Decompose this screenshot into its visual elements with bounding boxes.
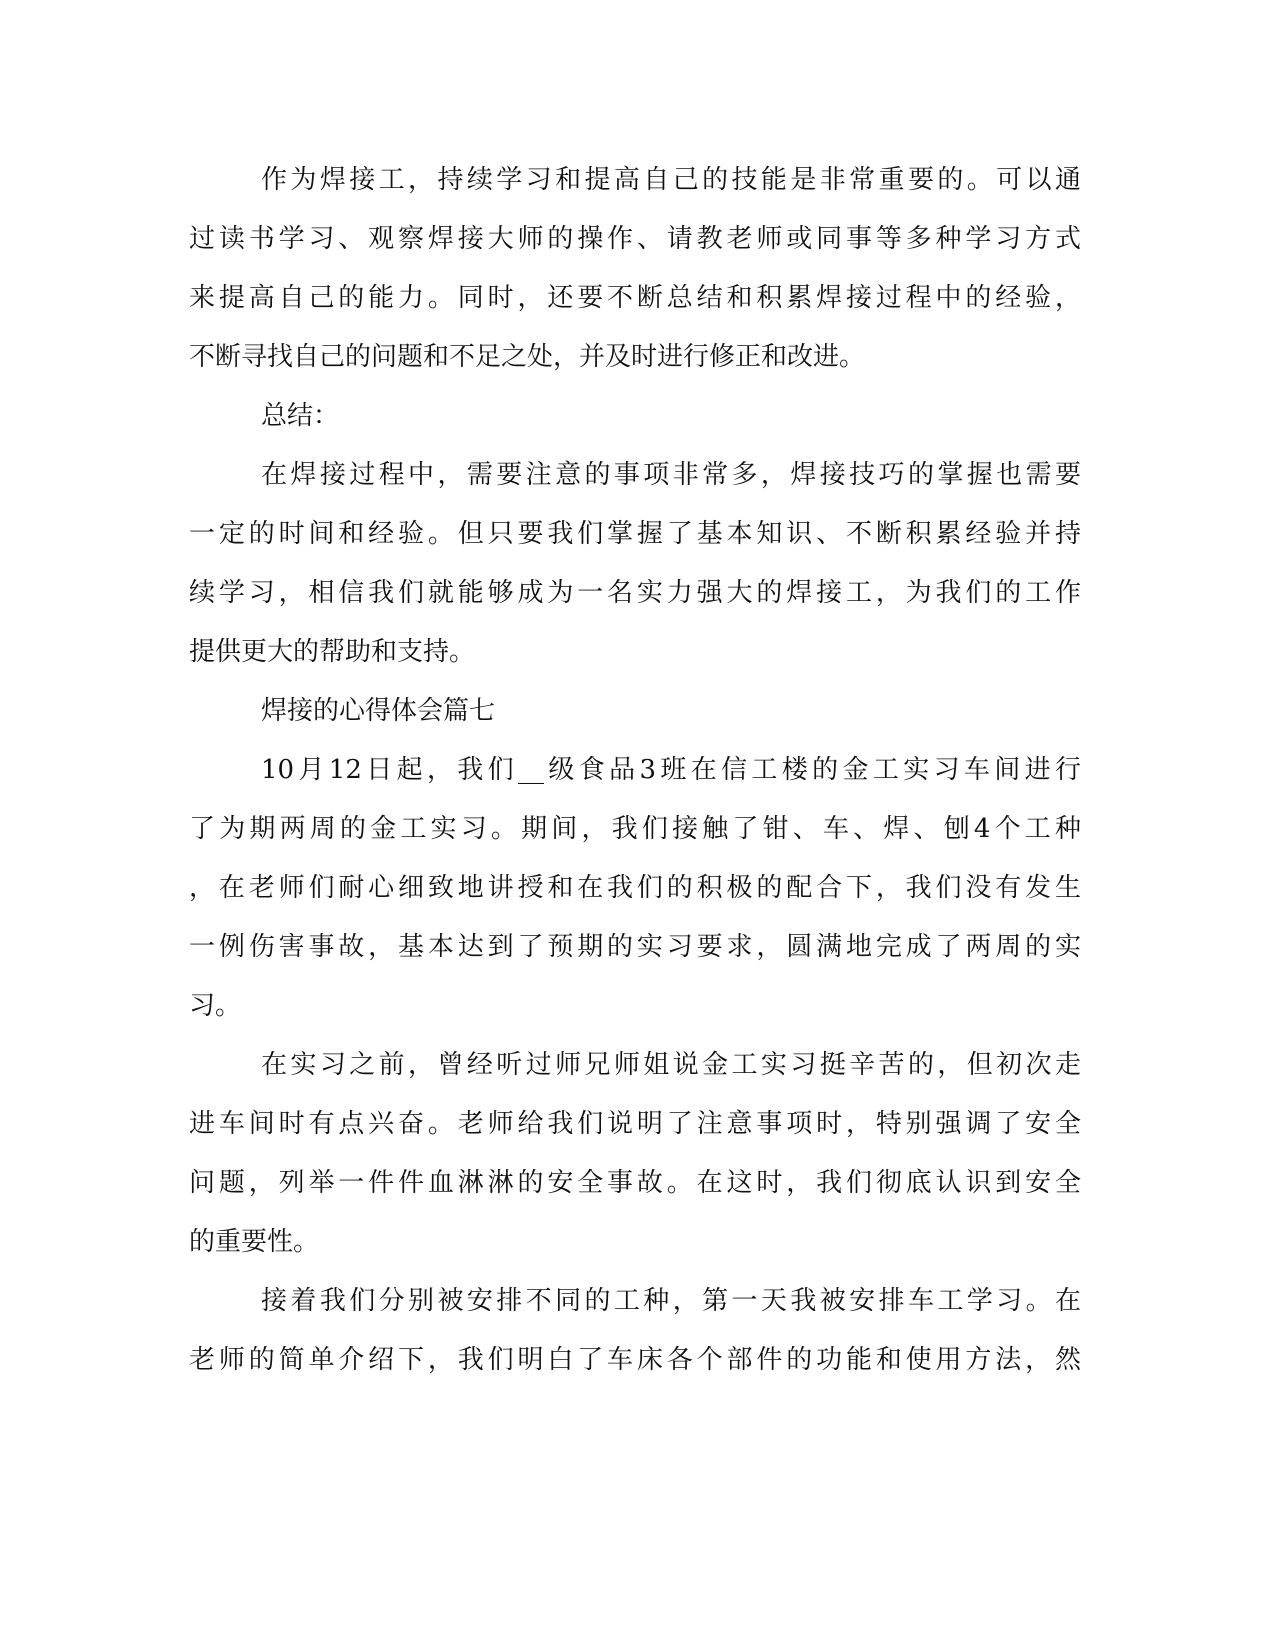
paragraph-line: 10月12日起，我们__级食品3班在信工楼的金工实习车间进行 [261,755,1081,785]
paragraph-line: 在焊接过程中，需要注意的事项非常多，焊接技巧的掌握也需要 [261,460,1081,490]
paragraph-line: 不断寻找自己的问题和不足之处，并及时进行修正和改进。 [189,342,866,372]
paragraph-line: 接着我们分别被安排不同的工种，第一天我被安排车工学习。在 [261,1286,1081,1316]
paragraph-line: 一定的时间和经验。但只要我们掌握了基本知识、不断积累经验并持 [189,519,1081,549]
paragraph-line: 了为期两周的金工实习。期间，我们接触了钳、车、焊、刨4个工种 [189,814,1081,844]
paragraph-line: 习。 [189,991,242,1021]
paragraph-line: 一例伤害事故，基本达到了预期的实习要求，圆满地完成了两周的实 [189,932,1081,962]
paragraph-line: 续学习，相信我们就能够成为一名实力强大的焊接工，为我们的工作 [189,578,1081,608]
paragraph-line: 老师的简单介绍下，我们明白了车床各个部件的功能和使用方法，然 [189,1345,1081,1375]
paragraph-line: 问题，列举一件件血淋淋的安全事故。在这时，我们彻底认识到安全 [189,1168,1081,1198]
paragraph-line: 过读书学习、观察焊接大师的操作、请教老师或同事等多种学习方式 [189,224,1081,254]
section-heading: 总结： [261,401,340,431]
section-heading: 焊接的心得体会篇七 [261,696,496,726]
paragraph-line: 的重要性。 [189,1227,320,1257]
paragraph-line: 在实习之前，曾经听过师兄师姐说金工实习挺辛苦的，但初次走 [261,1050,1081,1080]
paragraph-line: 作为焊接工，持续学习和提高自己的技能是非常重要的。可以通 [261,165,1081,195]
paragraph-line: 进车间时有点兴奋。老师给我们说明了注意事项时，特别强调了安全 [189,1109,1081,1139]
paragraph-line: ，在老师们耐心细致地讲授和在我们的积极的配合下，我们没有发生 [189,873,1081,903]
paragraph-line: 来提高自己的能力。同时，还要不断总结和积累焊接过程中的经验， [189,283,1081,313]
paragraph-line: 提供更大的帮助和支持。 [189,637,476,667]
